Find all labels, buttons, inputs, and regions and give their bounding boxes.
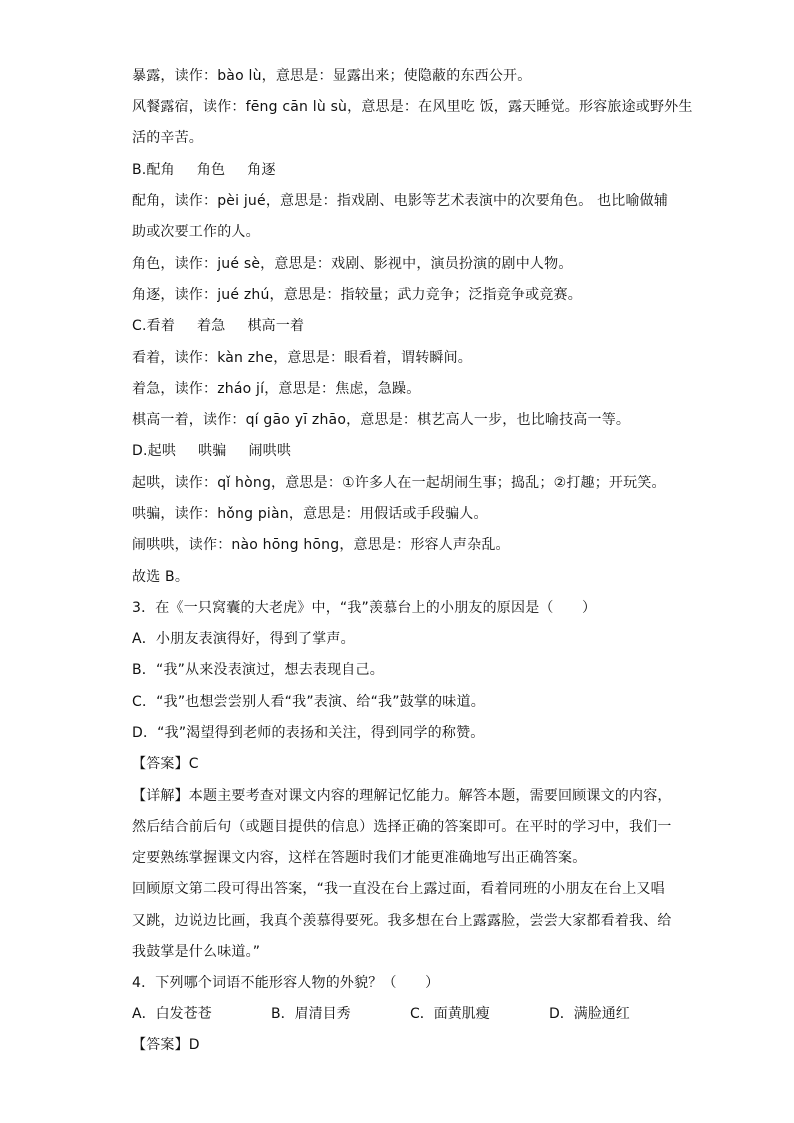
text-line: 风餐露宿，读作：fēng cān lù sù，意思是：在风里吃 饭，露天睡觉。形容旅途或野外生 <box>132 99 693 115</box>
group-heading-d <box>132 441 291 461</box>
option-a: A．小朋友表演得好，得到了掌声。 <box>132 631 355 647</box>
group-word: 着急 <box>197 318 226 334</box>
question-3: 3．在《一只窝囊的大老虎》中，“我”羡慕台上的小朋友的原因是（ ） <box>132 600 597 616</box>
text-line: 看着，读作：kàn zhe，意思是：眼看着，谓转瞬间。 <box>132 350 472 366</box>
group-word: 角色 <box>196 162 226 178</box>
group-word: 角逐 <box>247 162 276 178</box>
group-word: B.配角 <box>132 162 175 178</box>
explanation-line: 我鼓掌是什么味道。” <box>132 944 261 960</box>
group-word: D.起哄 <box>132 443 177 459</box>
text-line: 配角，读作：pèi jué，意思是：指戏剧、电影等艺术表演中的次要角色。 也比喻做辅 <box>132 193 669 209</box>
group-heading-b <box>132 160 276 180</box>
text-line: 活的辛苦。 <box>132 130 203 146</box>
text-line: 角色，读作：jué sè，意思是：戏剧、影视中，演员扮演的剧中人物。 <box>132 256 573 272</box>
group-word: 哄骗 <box>198 443 227 459</box>
text-line: 助或次要工作的人。 <box>132 224 260 240</box>
text-line: 起哄，读作：qǐ hòng，意思是：①许多人在一起胡闹生事；捣乱；②打趣；开玩笑。 <box>132 475 666 491</box>
question-4: 4．下列哪个词语不能形容人物的外貌？（ ） <box>132 975 440 991</box>
group-word: 闹哄哄 <box>248 443 292 459</box>
group-word: 棋高一着 <box>247 318 305 334</box>
q4-option-d: D．满脸通红 <box>549 1006 630 1022</box>
group-word: C.看着 <box>132 318 176 334</box>
option-b: B．“我”从来没表演过，想去表现自己。 <box>132 662 384 678</box>
answer-label: 【答案】C <box>132 756 199 772</box>
answer-choice-line: 故选 B。 <box>132 569 190 585</box>
q4-option-c: C．面黄肌瘦 <box>410 1006 490 1022</box>
text-line: 着急，读作：zháo jí，意思是：焦虑，急躁。 <box>132 381 421 397</box>
explanation-line: 又跳，边说边比画，我真个羡慕得要死。我多想在台上露露脸，尝尝大家都看着我、给 <box>132 913 672 929</box>
text-line: 闹哄哄，读作：nào hōng hōng，意思是：形容人声杂乱。 <box>132 537 510 553</box>
explanation-line: 【详解】本题主要考查对课文内容的理解记忆能力。解答本题，需要回顾课文的内容， <box>132 788 672 804</box>
explanation-line: 定要熟练掌握课文内容，这样在答题时我们才能更准确地写出正确答案。 <box>132 850 587 866</box>
answer-label: 【答案】D <box>132 1037 200 1053</box>
explanation-line: 回顾原文第二段可得出答案，“我一直没在台上露过面，看着同班的小朋友在台上又唱 <box>132 881 665 897</box>
option-d: D．“我”渴望得到老师的表扬和关注，得到同学的称赞。 <box>132 725 485 741</box>
q4-option-a: A．白发苍苍 <box>132 1006 212 1022</box>
text-line: 暴露，读作：bào lù，意思是：显露出来；使隐蔽的东西公开。 <box>132 68 532 84</box>
text-line: 角逐，读作：jué zhú，意思是：指较量；武力竞争；泛指竞争或竞赛。 <box>132 287 582 303</box>
text-line: 棋高一着，读作：qí gāo yī zhāo，意思是：棋艺高人一步，也比喻技高一等。 <box>132 412 631 428</box>
option-c: C．“我”也想尝尝别人看“我”表演、给“我”鼓掌的味道。 <box>132 694 485 710</box>
group-heading-c <box>132 316 304 336</box>
q4-option-b: B．眉清目秀 <box>271 1006 351 1022</box>
explanation-line: 然后结合前后句（或题目提供的信息）选择正确的答案即可。在平时的学习中，我们一 <box>132 819 672 835</box>
text-line: 哄骗，读作：hǒng piàn，意思是：用假话或手段骗人。 <box>132 506 488 522</box>
